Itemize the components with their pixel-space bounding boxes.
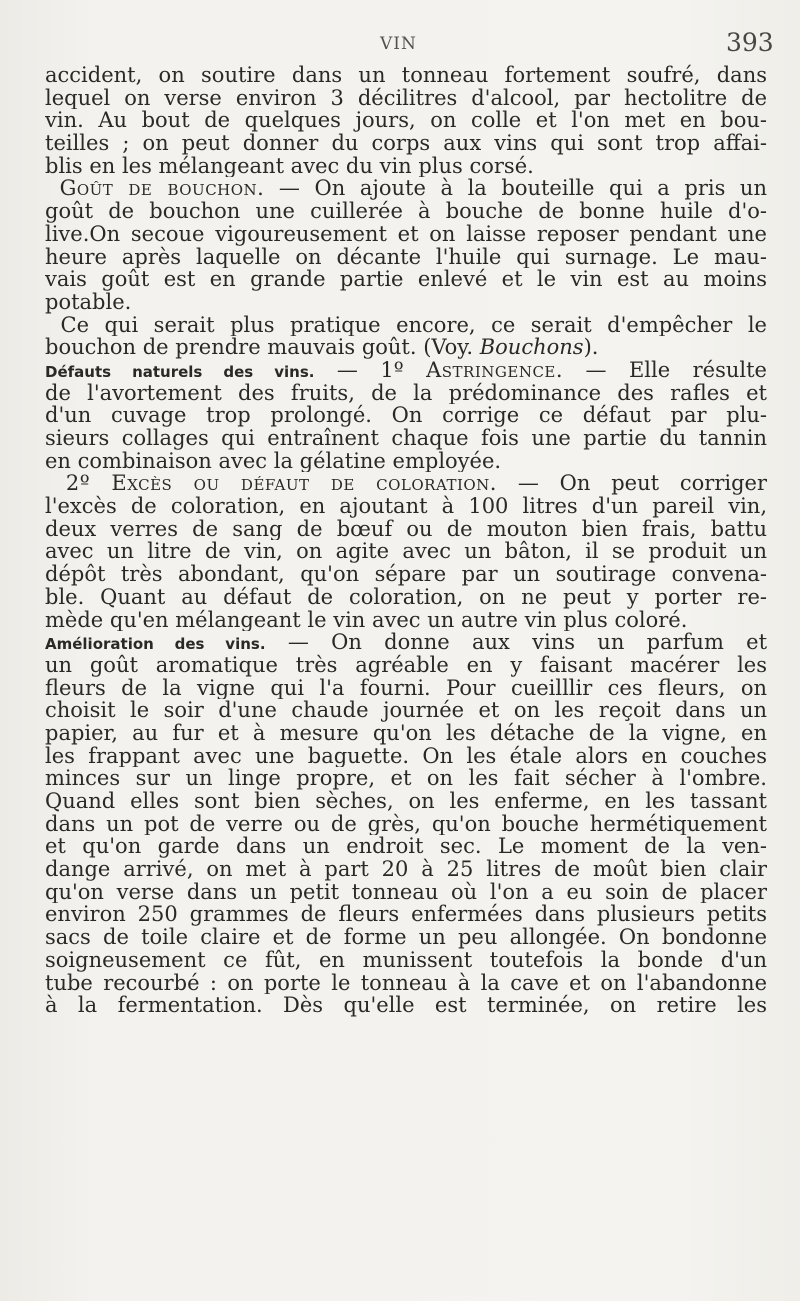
text-line: Ce qui serait plus pratique encore, ce serait d'empêcher le	[60, 313, 767, 337]
subheading-coloration: 2º Excès ou défaut de coloration.	[65, 472, 497, 496]
text-line: l'excès de coloration, en ajoutant à 100 litres d'un pareil vin,	[45, 495, 767, 518]
text-line: sacs de toile claire et de forme un peu allongée. On bondonne	[45, 926, 767, 949]
text-line-gout-de-bouchon: Goût de bouchon. — On ajoute à la bouteille qui a pris un	[59, 177, 767, 201]
text-line: minces sur un linge propre, et on les fait sécher à l'ombre.	[45, 767, 767, 790]
text-line: live.On secoue vigoureusement et on laisse reposer pendant une	[45, 222, 767, 246]
text-line: en combinaison avec la gélatine employée.	[45, 449, 502, 473]
entry-heading-defauts-naturels: Défauts naturels des vins.	[45, 362, 315, 381]
text-line: heure après laquelle on décante l'huile qui surnage. Le mau-	[45, 245, 767, 269]
text-line: vin. Au bout de quelques jours, on colle et l'on met en bou-	[45, 109, 767, 133]
text-line: ble. Quant au défaut de coloration, on ne peut y porter re-	[45, 585, 767, 609]
text-line: un goût aromatique très agréable en y faisant macérer les	[45, 653, 767, 677]
text-line: et qu'on garde dans un endroit sec. Le moment de la ven-	[45, 835, 767, 859]
text-line: goût de bouchon une cuillerée à bouche de bonne huile d'o-	[45, 200, 767, 223]
body-text	[45, 64, 767, 1017]
cross-reference-bouchons: Bouchons	[479, 336, 584, 359]
text-line-bouchons-ref: bouchon de prendre mauvais goût. (Voy. Bouchons).	[45, 336, 599, 359]
text-line: blis en les mélangeant avec du vin plus corsé.	[45, 154, 534, 178]
text-line: de l'avortement des fruits, de la prédominance des rafles et	[45, 381, 767, 405]
text-line: dans un pot de verre ou de grès, qu'on bouche hermétiquement	[45, 812, 767, 836]
text-line: à la fermentation. Dès qu'elle est terminée, on retire les	[45, 994, 767, 1017]
text-line: soigneusement ce fût, en munissent toutefois la bonde d'un	[45, 948, 767, 972]
text-line: mède qu'en mélangeant le vin avec un autre vin plus coloré.	[45, 608, 688, 632]
text-line: choisit le soir d'une chaude journée et on les reçoit dans un	[45, 699, 767, 722]
text-line-amelioration: Amélioration des vins. — On donne aux vins un parfum et	[45, 631, 767, 654]
text-line: deux verres de sang de bœuf ou de mouton bien frais, battu	[45, 517, 767, 541]
text-line: dépôt très abondant, qu'on sépare par un soutirage convena-	[45, 563, 767, 586]
text-line: environ 250 grammes de fleurs enfermées dans plusieurs petits	[45, 903, 767, 927]
text-line: d'un cuvage trop prolongé. On corrige ce défaut par plu-	[45, 404, 767, 427]
text-line: sieurs collages qui entraînent chaque fois une partie du tannin	[45, 427, 767, 450]
text-line: potable.	[45, 290, 132, 314]
text-line: tube recourbé : on porte le tonneau à la cave et on l'abandonne	[45, 971, 767, 995]
text-line-coloration: 2º Excès ou défaut de coloration. — On peut corriger	[65, 472, 767, 496]
text-line: papier, au fur et à mesure qu'on les détache de la vigne, en	[45, 721, 767, 745]
running-head	[0, 28, 800, 64]
subheading-astringence: Astringence.	[426, 358, 564, 382]
text-line: Quand elles sont bien sèches, on les enferme, en les tassant	[45, 790, 767, 813]
text-line: les frappant avec une baguette. On les étale alors en couches	[45, 744, 767, 768]
entry-heading-amelioration: Amélioration des vins.	[45, 635, 266, 654]
text-line: vais goût est en grande partie enlevé et le vin est au moins	[45, 268, 767, 291]
text-line: lequel on verse environ 3 décilitres d'alcool, par hectolitre de	[45, 86, 767, 110]
text-line: avec un litre de vin, on agite avec un bâton, il se produit un	[45, 540, 767, 564]
text-line: teilles ; on peut donner du corps aux vins qui sont trop affai-	[45, 132, 767, 155]
text-line: accident, on soutire dans un tonneau fortement soufré, dans	[45, 64, 767, 87]
text-line-defauts-naturels: Défauts naturels des vins. — 1º Astringence. — Elle résulte	[45, 358, 767, 382]
text-line: dange arrivé, on met à part 20 à 25 litres de moût bien clair	[45, 858, 767, 881]
text-line: qu'on verse dans un petit tonneau où l'on a eu soin de placer	[45, 880, 767, 904]
entry-heading-gout-de-bouchon: Goût de bouchon.	[59, 177, 265, 201]
running-title: VIN	[380, 34, 417, 54]
page-number: 393	[726, 28, 774, 57]
text-line: fleurs de la vigne qui l'a fourni. Pour cueilllir ces fleurs, on	[45, 676, 767, 700]
